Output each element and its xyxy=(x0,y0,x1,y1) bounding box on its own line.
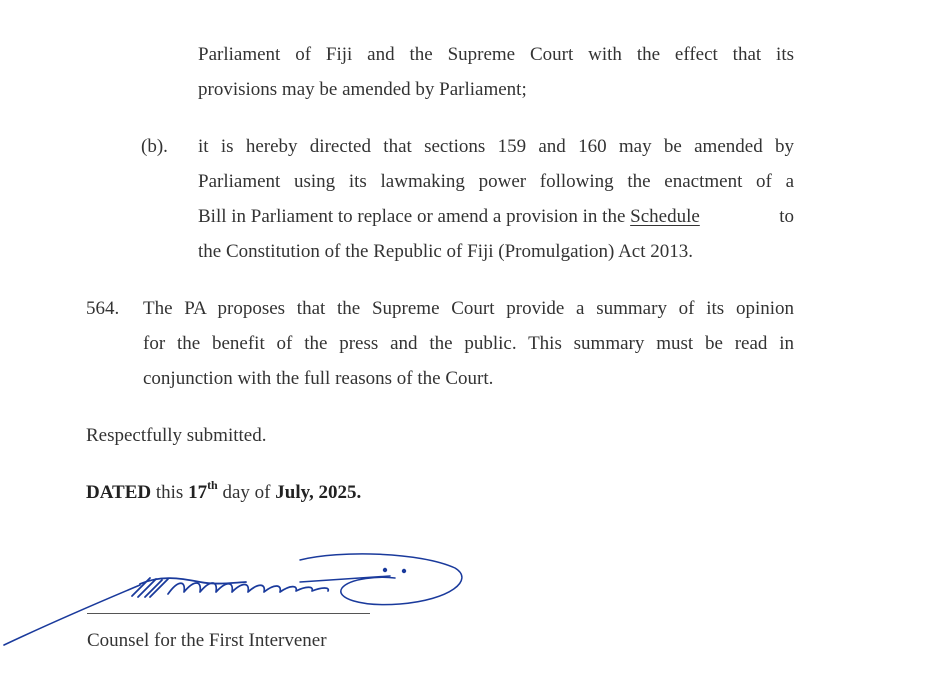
dated-word: DATED xyxy=(86,482,152,503)
para-b-label: (b). xyxy=(141,136,168,157)
para-b-line-1: it is hereby directed that sections 159 and 160 may be amended by xyxy=(198,136,794,157)
dated-day xyxy=(188,477,218,503)
dated-line xyxy=(86,477,362,505)
para-b-line-2: Parliament using its lawmaking power following the enactment of a xyxy=(198,171,794,192)
schedule-reference: Schedule xyxy=(630,206,700,227)
para-b-line-3-text: Bill in Parliament to replace or amend a provision in the xyxy=(198,206,631,227)
para-a-line-2: provisions may be amended by Parliament; xyxy=(198,79,527,100)
para-a-line-1: Parliament of Fiji and the Supreme Court with the effect that its xyxy=(198,44,794,65)
para-564-line-1: The PA proposes that the Supreme Court provide a summary of its opinion xyxy=(143,298,794,319)
para-564-line-2: for the benefit of the press and the public. This summary must be read in xyxy=(143,333,794,354)
para-b-line-3 xyxy=(198,205,794,229)
closing-line: Respectfully submitted. xyxy=(86,425,267,446)
para-b-line-3-end: to xyxy=(774,206,794,227)
para-564-line-3: conjunction with the full reasons of the Court. xyxy=(143,368,494,389)
signature-caption: Counsel for the First Intervener xyxy=(87,630,327,651)
dated-month-year: July, 2025. xyxy=(275,482,362,503)
signature-line xyxy=(87,613,370,614)
dated-day-of: day of xyxy=(217,482,276,503)
para-564-number: 564. xyxy=(86,298,120,319)
dated-day-number: 17 xyxy=(188,482,208,503)
dated-this: this xyxy=(151,482,189,503)
dated-day-suffix: th xyxy=(207,477,218,492)
para-b-line-4: the Constitution of the Republic of Fiji (Promulgation) Act 2013. xyxy=(198,241,694,262)
